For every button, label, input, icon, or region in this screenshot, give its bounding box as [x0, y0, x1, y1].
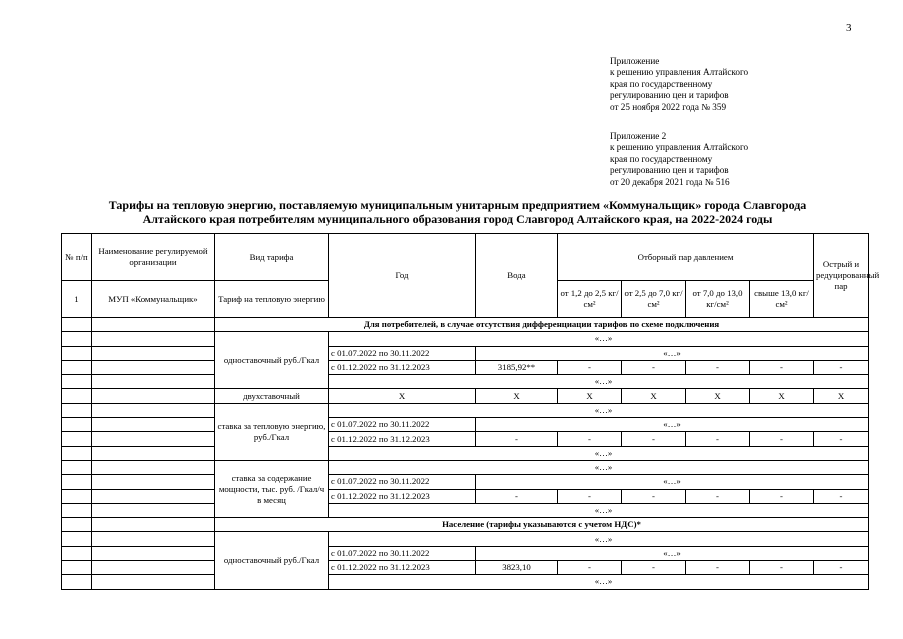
appendix-line: к решению управления Алтайского — [610, 67, 749, 78]
period-cell: с 01.07.2022 по 30.11.2022 — [329, 475, 476, 489]
header-p1: от 1,2 до 2,5 кг/см² — [558, 281, 622, 318]
label-single-rate: одноставочный руб./Гкал — [215, 332, 329, 389]
ellipsis-cell: «…» — [329, 446, 869, 460]
period-cell: с 01.12.2022 по 31.12.2023 — [329, 561, 476, 575]
header-p4: свыше 13,0 кг/см² — [750, 281, 814, 318]
dash-cell: - — [558, 561, 622, 575]
appendix-line: Приложение 2 — [610, 131, 667, 141]
label-capacity-rate: ставка за содержание мощности, тыс. руб. /Гкал/ч в месяц — [215, 460, 329, 517]
header-steam: Отборный пар давлением — [558, 234, 814, 281]
header-sharp-steam: Острый и редуцированный пар — [814, 234, 869, 318]
period-cell: с 01.07.2022 по 30.11.2022 — [329, 418, 476, 432]
period-cell: с 01.07.2022 по 30.11.2022 — [329, 546, 476, 560]
header-p3: от 7,0 до 13,0 кг/см² — [686, 281, 750, 318]
appendix-line: к решению управления Алтайского — [610, 142, 749, 153]
dash-cell: - — [558, 489, 622, 503]
ellipsis-cell: «…» — [329, 403, 869, 417]
tariff-table — [61, 233, 880, 590]
dash-cell: - — [750, 561, 814, 575]
dash-cell: - — [476, 489, 558, 503]
dash-cell: - — [814, 360, 869, 374]
ellipsis-cell: «…» — [329, 460, 869, 474]
dash-cell: - — [814, 561, 869, 575]
appendix-line: от 25 ноября 2022 года № 359 — [610, 101, 727, 112]
appendix-block-2 — [610, 131, 748, 188]
dash-cell: - — [686, 360, 750, 374]
dash-cell: - — [750, 489, 814, 503]
ellipsis-cell: «…» — [476, 475, 869, 489]
period-cell: с 01.12.2022 по 31.12.2023 — [329, 489, 476, 503]
x-cell: X — [329, 389, 476, 403]
title-line-1: Тарифы на тепловую энергию, поставляемую муниципальным унитарным предприятием «Коммунальщик» города Славгорода — [108, 198, 807, 212]
period-cell: с 01.12.2022 по 31.12.2023 — [329, 432, 476, 446]
dash-cell: - — [558, 432, 622, 446]
appendix-line: от 20 декабря 2021 года № 516 — [610, 176, 730, 187]
x-cell: X — [622, 389, 686, 403]
appendix-line: регулированию цен и тарифов — [610, 90, 729, 101]
dash-cell: - — [686, 432, 750, 446]
label-energy-rate: ставка за тепловую энергию, руб./Гкал — [215, 403, 329, 460]
x-cell: X — [558, 389, 622, 403]
x-cell: X — [686, 389, 750, 403]
section-title: Население (тарифы указываются с учетом НДС)* — [215, 518, 869, 532]
ellipsis-cell: «…» — [476, 418, 869, 432]
org-name: МУП «Коммунальщик» — [92, 281, 215, 318]
dash-cell: - — [622, 360, 686, 374]
x-cell: X — [476, 389, 558, 403]
header-water: Вода — [476, 234, 558, 318]
dash-cell: - — [686, 489, 750, 503]
x-cell: X — [750, 389, 814, 403]
row-num: 1 — [62, 281, 92, 318]
period-cell: с 01.12.2022 по 31.12.2023 — [329, 360, 476, 374]
title-line-2: Алтайского края потребителям муниципального образования город Славгород Алтайского края, на 2022-2024 годы — [142, 212, 773, 226]
dash-cell: - — [476, 432, 558, 446]
ellipsis-cell: «…» — [476, 346, 869, 360]
ellipsis-cell: «…» — [329, 332, 869, 346]
ellipsis-cell: «…» — [329, 503, 869, 517]
header-org: Наименование регулируемой организации — [92, 234, 215, 281]
label-double-rate: двухставочный — [215, 389, 329, 403]
appendix-line: края по государственному — [610, 153, 713, 164]
dash-cell: - — [622, 561, 686, 575]
label-single-rate-population: одноставочный руб./Гкал — [215, 532, 329, 589]
dash-cell: - — [686, 561, 750, 575]
page-number: 3 — [846, 22, 852, 34]
value-cell: 3823,10 — [476, 561, 558, 575]
ellipsis-cell: «…» — [329, 375, 869, 389]
ellipsis-cell: «…» — [476, 546, 869, 560]
ellipsis-cell: «…» — [329, 532, 869, 546]
appendix-line: Приложение — [610, 56, 660, 66]
tariff-name: Тариф на тепловую энергию — [215, 281, 329, 318]
dash-cell: - — [750, 432, 814, 446]
value-cell: 3185,92** — [476, 360, 558, 374]
dash-cell: - — [814, 489, 869, 503]
x-cell: X — [814, 389, 869, 403]
header-year: Год — [329, 234, 476, 318]
ellipsis-cell: «…» — [329, 575, 869, 589]
dash-cell: - — [814, 432, 869, 446]
dash-cell: - — [622, 432, 686, 446]
appendix-line: регулированию цен и тарифов — [610, 165, 729, 176]
period-cell: с 01.07.2022 по 30.11.2022 — [329, 346, 476, 360]
document-title — [40, 198, 875, 226]
header-p2: от 2,5 до 7,0 кг/см² — [622, 281, 686, 318]
header-tariff-type: Вид тарифа — [215, 234, 329, 281]
appendix-block-1 — [610, 56, 748, 113]
dash-cell: - — [750, 360, 814, 374]
section-title: Для потребителей, в случае отсутствия дифференциации тарифов по схеме подключения — [215, 318, 869, 332]
appendix-line: края по государственному — [610, 78, 713, 89]
header-num: № п/п — [62, 234, 92, 281]
dash-cell: - — [622, 489, 686, 503]
dash-cell: - — [558, 360, 622, 374]
